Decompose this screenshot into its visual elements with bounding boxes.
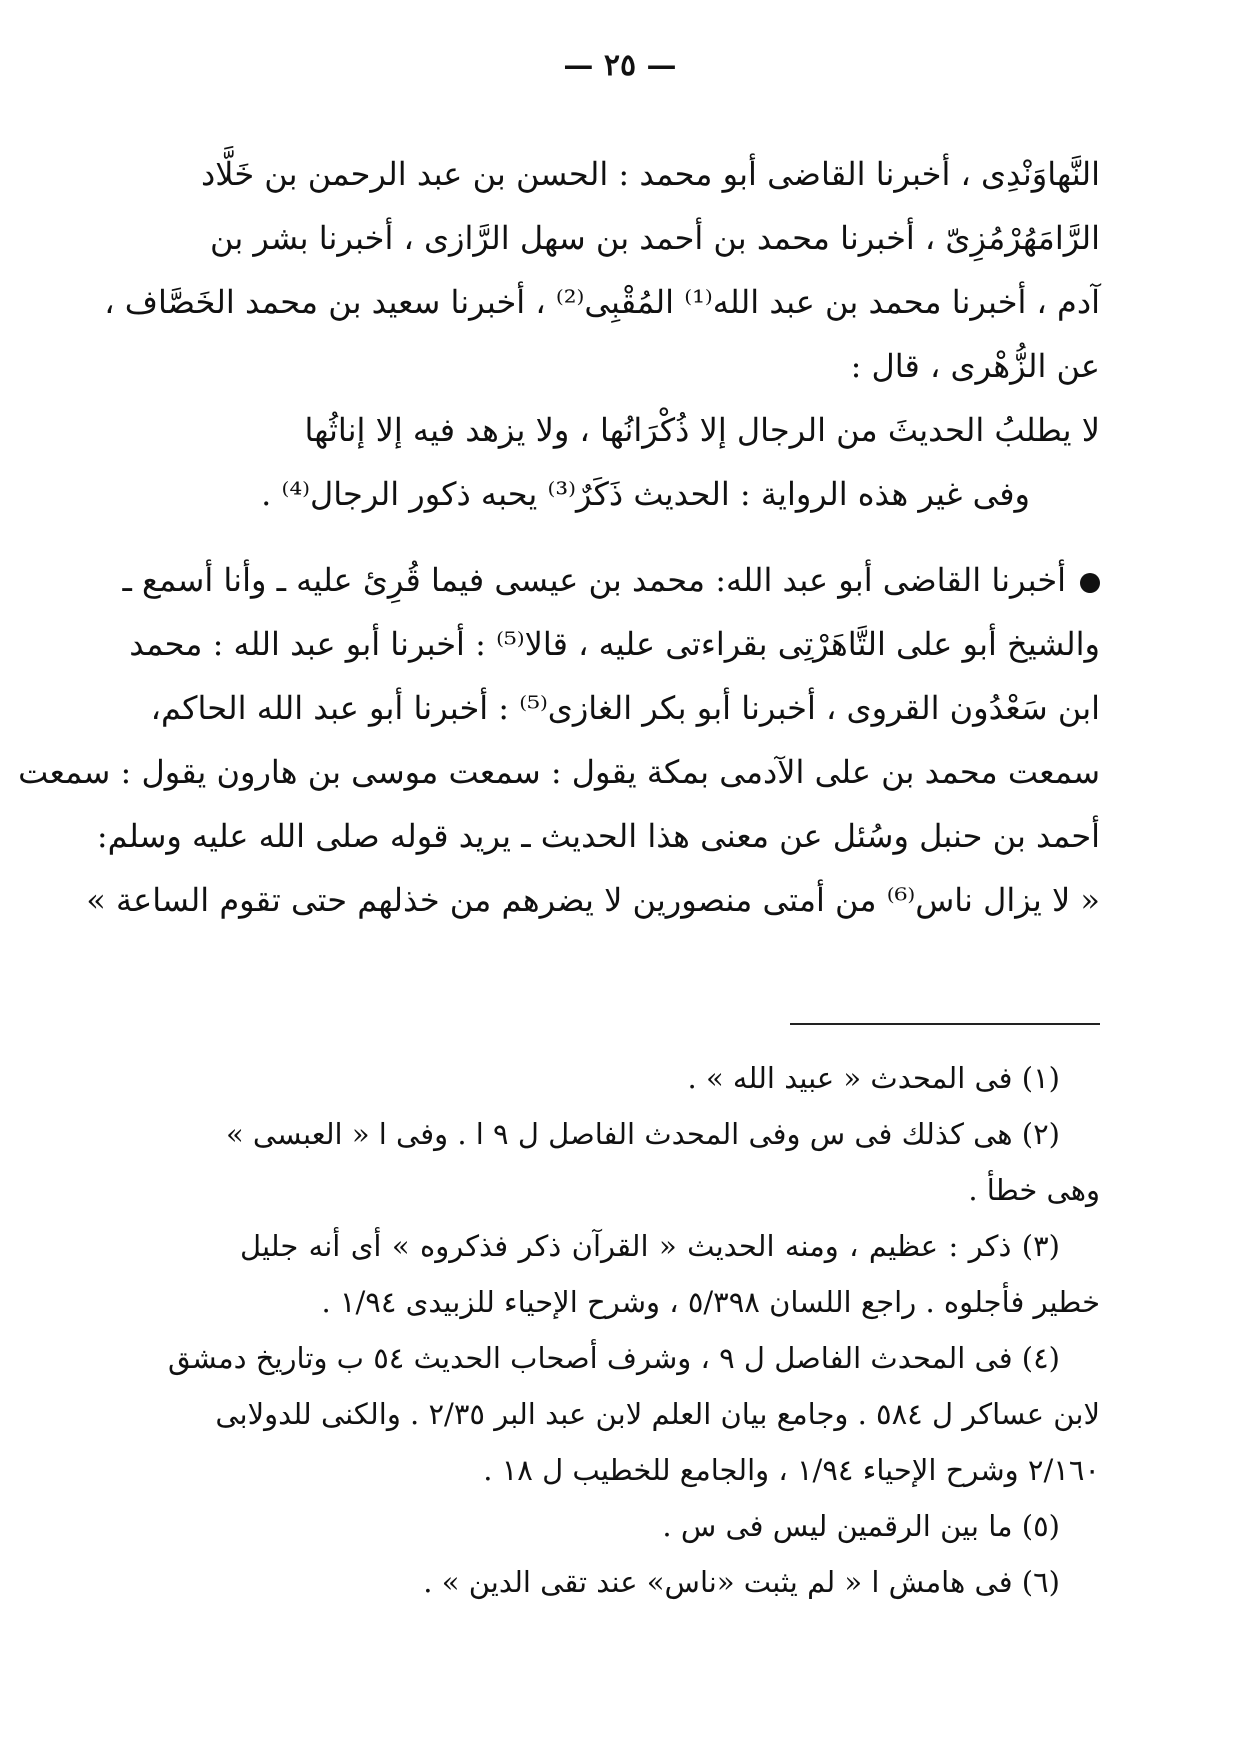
main-text	[18, 142, 1100, 932]
text-line: أحمد بن حنبل وسُئل عن معنى هذا الحديث ـ يريد قوله صلى الله عليه وسلم:	[96, 817, 1100, 855]
bullet-icon	[1080, 573, 1100, 593]
footnotes	[168, 1050, 1100, 1610]
footnote-continuation: خطير فأجلوه . راجع اللسان ٥/٣٩٨ ، وشرح الإحياء للزبيدى ١/٩٤ .	[321, 1285, 1100, 1319]
footnote: (٤) فى المحدث الفاصل ل ٩ ، وشرف أصحاب الحديث ٥٤ ب وتاريخ دمشق	[168, 1341, 1060, 1375]
text-line: وفى غير هذه الرواية : الحديث ذَكَرٌ⁽³⁾ يحبه ذكور الرجال⁽⁴⁾ .	[261, 475, 1030, 513]
footnote: (٦) فى هامش ا « لم يثبت «ناس» عند تقى الدين » .	[423, 1565, 1060, 1599]
text-line: النَّهاوَنْدِى ، أخبرنا القاضى أبو محمد : الحسن بن عبد الرحمن بن خَلَّاد	[201, 155, 1100, 193]
page-number: — ٢٥ —	[563, 48, 677, 83]
footnote: (١) فى المحدث « عبيد الله » .	[687, 1061, 1060, 1095]
text-line: الرَّامَهُرْمُزِىّ ، أخبرنا محمد بن أحمد بن سهل الرَّازى ، أخبرنا بشر بن	[209, 219, 1100, 257]
footnote: (٢) هى كذلك فى س وفى المحدث الفاصل ل ٩ ا . وفى ا « العبسى »	[225, 1117, 1060, 1151]
footnote: (٣) ذكر : عظيم ، ومنه الحديث « القرآن ذكر فذكروه » أى أنه جليل	[240, 1229, 1060, 1263]
footnote-continuation: ٢/١٦٠ وشرح الإحياء ١/٩٤ ، والجامع للخطيب ل ١٨ .	[483, 1453, 1100, 1487]
text-line: أخبرنا القاضى أبو عبد الله: محمد بن عيسى فيما قُرِئ عليه ـ وأنا أسمع ـ	[122, 561, 1066, 599]
text-line: عن الزُّهْرى ، قال :	[850, 347, 1100, 385]
text-line: سمعت محمد بن على الآدمى بمكة يقول : سمعت موسى بن هارون يقول : سمعت	[18, 753, 1100, 791]
footnote: (٥) ما بين الرقمين ليس فى س .	[662, 1509, 1060, 1543]
verse-line: لا يطلبُ الحديثَ من الرجال إلا ذُكْرَانُها ، ولا يزهد فيه إلا إناثُها	[304, 411, 1100, 449]
text-line: آدم ، أخبرنا محمد بن عبد الله⁽¹⁾ المُقْبِى⁽²⁾ ، أخبرنا سعيد بن محمد الخَصَّاف ،	[104, 283, 1100, 321]
footnote-continuation: لابن عساكر ل ٥٨٤ . وجامع بيان العلم لابن عبد البر ٢/٣٥ . والكنى للدولابى	[215, 1397, 1100, 1431]
text-line: ابن سَعْدُون القروى ، أخبرنا أبو بكر الغازى⁽⁵⁾ : أخبرنا أبو عبد الله الحاكم،	[150, 689, 1100, 727]
footnote-continuation: وهى خطأ .	[968, 1173, 1100, 1207]
text-line: والشيخ أبو على التَّاهَرْتِى بقراءتى عليه ، قالا⁽⁵⁾ : أخبرنا أبو عبد الله : محمد	[129, 625, 1100, 663]
footnote-separator	[790, 1023, 1100, 1025]
text-line: « لا يزال ناس⁽⁶⁾ من أمتى منصورين لا يضرهم من خذلهم حتى تقوم الساعة »	[86, 881, 1100, 919]
paragraph-start-line	[122, 548, 1100, 612]
